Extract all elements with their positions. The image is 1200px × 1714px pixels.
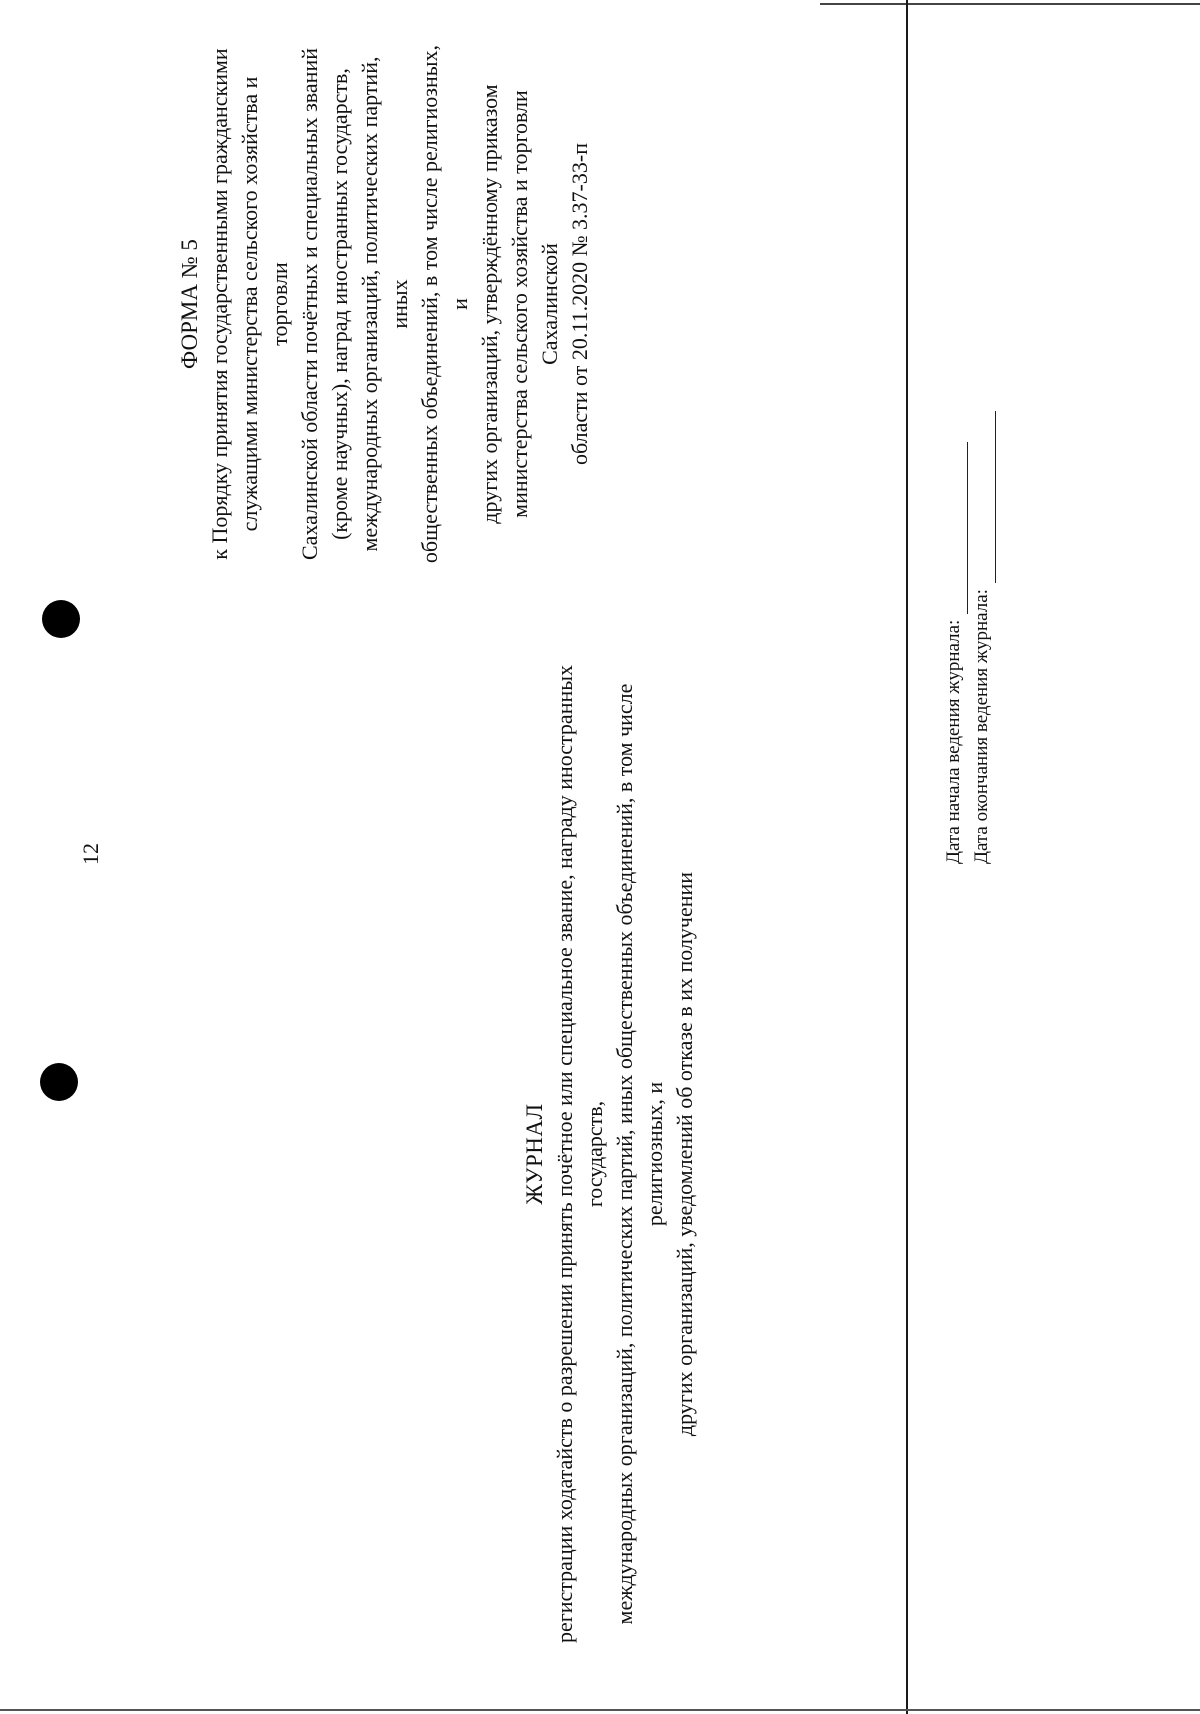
form-title: ФОРМА № 5: [177, 239, 202, 369]
page-number: 12: [78, 843, 103, 865]
journal-description-line: регистрации ходатайств о разрешении принять почётное или специальное звание, награду иностранных государств,: [552, 664, 607, 1644]
journal-description-line: международных организаций, политических партий, иных общественных объединений, в том числе религиозных, и: [612, 683, 667, 1625]
journal-description-line: других организаций, уведомлений об отказе в их получении: [672, 871, 697, 1437]
appendix-block: [175, 44, 595, 564]
appendix-line: международных организаций, политических партий, иных: [357, 56, 412, 552]
appendix-line: Сахалинской области почётных и специальных званий: [297, 48, 322, 561]
start-date-row: [940, 264, 968, 864]
appendix-line: области от 20.11.2020 № 3.37-33-п: [567, 143, 592, 465]
end-date-row: [968, 264, 996, 864]
appendix-line: министерства сельского хозяйства и торговли Сахалинской: [507, 90, 562, 518]
journal-block: [520, 654, 700, 1654]
start-date-label: Дата начала ведения журнала:: [943, 619, 964, 864]
appendix-line: (кроме научных), наград иностранных государств,: [327, 68, 352, 540]
appendix-line: общественных объединений, в том числе религиозных, и: [417, 44, 472, 564]
journal-dates: [940, 264, 996, 864]
appendix-line: служащими министерства сельского хозяйства и торговли: [237, 76, 292, 532]
appendix-line: других организаций, утверждённому приказом: [477, 84, 502, 524]
start-date-field[interactable]: [947, 442, 968, 614]
journal-title: ЖУРНАЛ: [522, 1103, 547, 1205]
end-date-field[interactable]: [975, 411, 996, 583]
appendix-line: к Порядку принятия государственными гражданскими: [207, 48, 232, 560]
end-date-label: Дата окончания ведения журнала:: [971, 589, 992, 864]
